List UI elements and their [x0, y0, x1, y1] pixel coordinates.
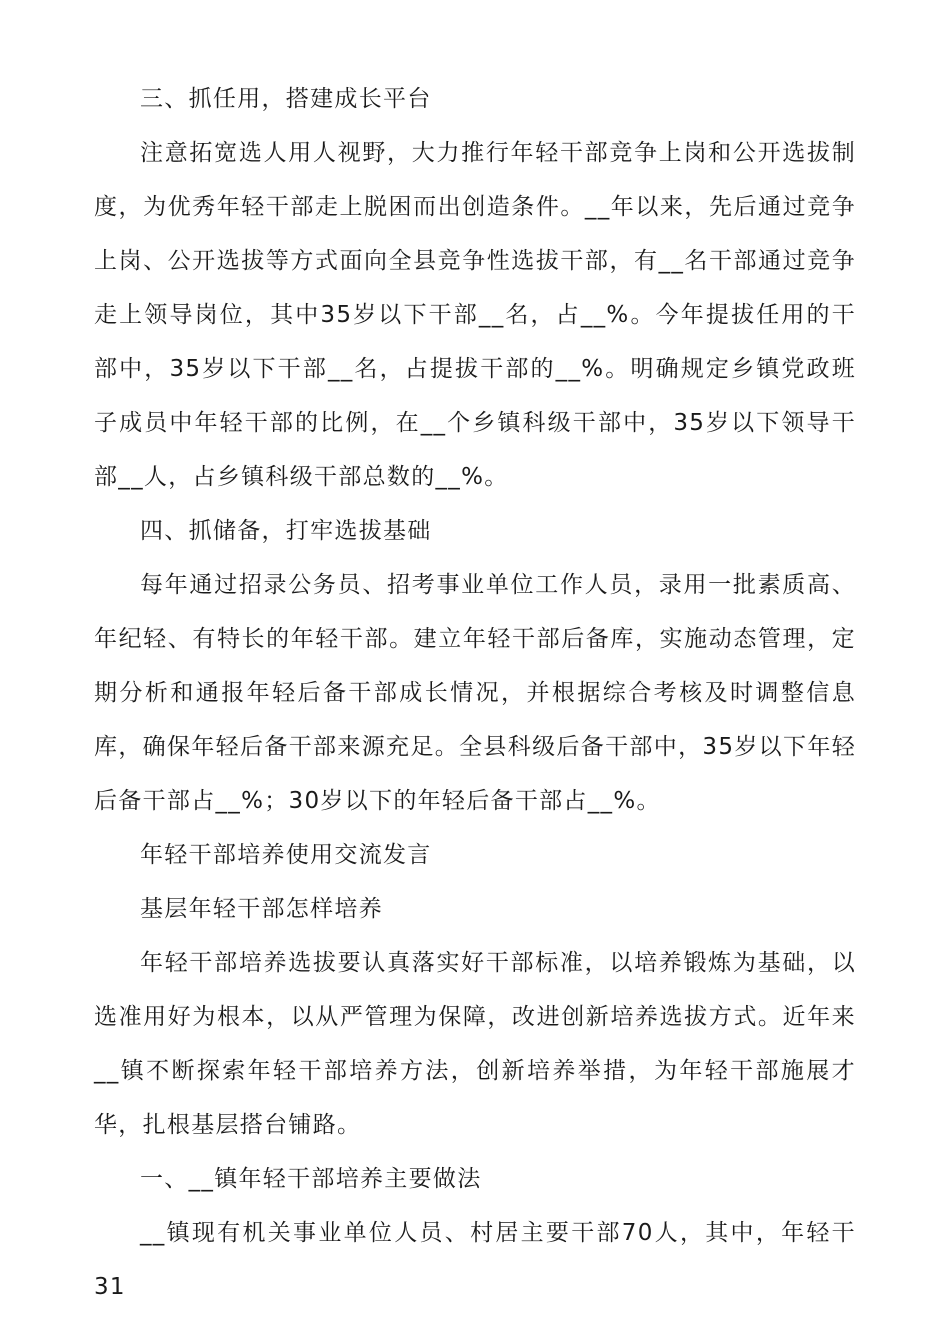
paragraph-reserve: 每年通过招录公务员、招考事业单位工作人员，录用一批素质高、年纪轻、有特长的年轻干部。建立年轻干部后备库，实施动态管理，定期分析和通报年轻后备干部成长情况，并根据综合考核及时调整信息库，确保年轻后备干部来源充足。全县科级后备干部中，35岁以下年轻后备干部占__%；30岁以下的年轻后备干部占__%。: [94, 572, 856, 814]
document-page: [94, 72, 856, 1314]
section-heading-3: 三、抓任用，搭建成长平台: [140, 86, 432, 112]
paragraph-appointment: 注意拓宽选人用人视野，大力推行年轻干部竞争上岗和公开选拔制度，为优秀年轻干部走上脱困而出创造条件。__年以来，先后通过竞争上岗、公开选拔等方式面向全县竞争性选拔干部，有__名干部通过竞争走上领导岗位，其中35岁以下干部__名，占__%。今年提拔任用的干部中，35岁以下干部__名，占提拔干部的__%。明确规定乡镇党政班子成员中年轻干部的比例，在__个乡镇科级干部中，35岁以下领导干部__人，占乡镇科级干部总数的__%。: [94, 140, 856, 490]
document-subtitle: 基层年轻干部怎样培养: [140, 896, 383, 922]
section-heading-4: 四、抓储备，打牢选拔基础: [140, 518, 432, 544]
paragraph-intro: 年轻干部培养选拔要认真落实好干部标准，以培养锻炼为基础，以选准用好为根本，以从严管理为保障，改进创新培养选拔方式。近年来__镇不断探索年轻干部培养方法，创新培养举措，为年轻干部施展才华，扎根基层搭台铺路。: [94, 950, 856, 1138]
document-title: 年轻干部培养使用交流发言: [140, 842, 432, 868]
paragraph-staff: __镇现有机关事业单位人员、村居主要干部70人，其中，年轻干31: [94, 1220, 856, 1300]
section-heading-1: 一、__镇年轻干部培养主要做法: [140, 1166, 482, 1192]
